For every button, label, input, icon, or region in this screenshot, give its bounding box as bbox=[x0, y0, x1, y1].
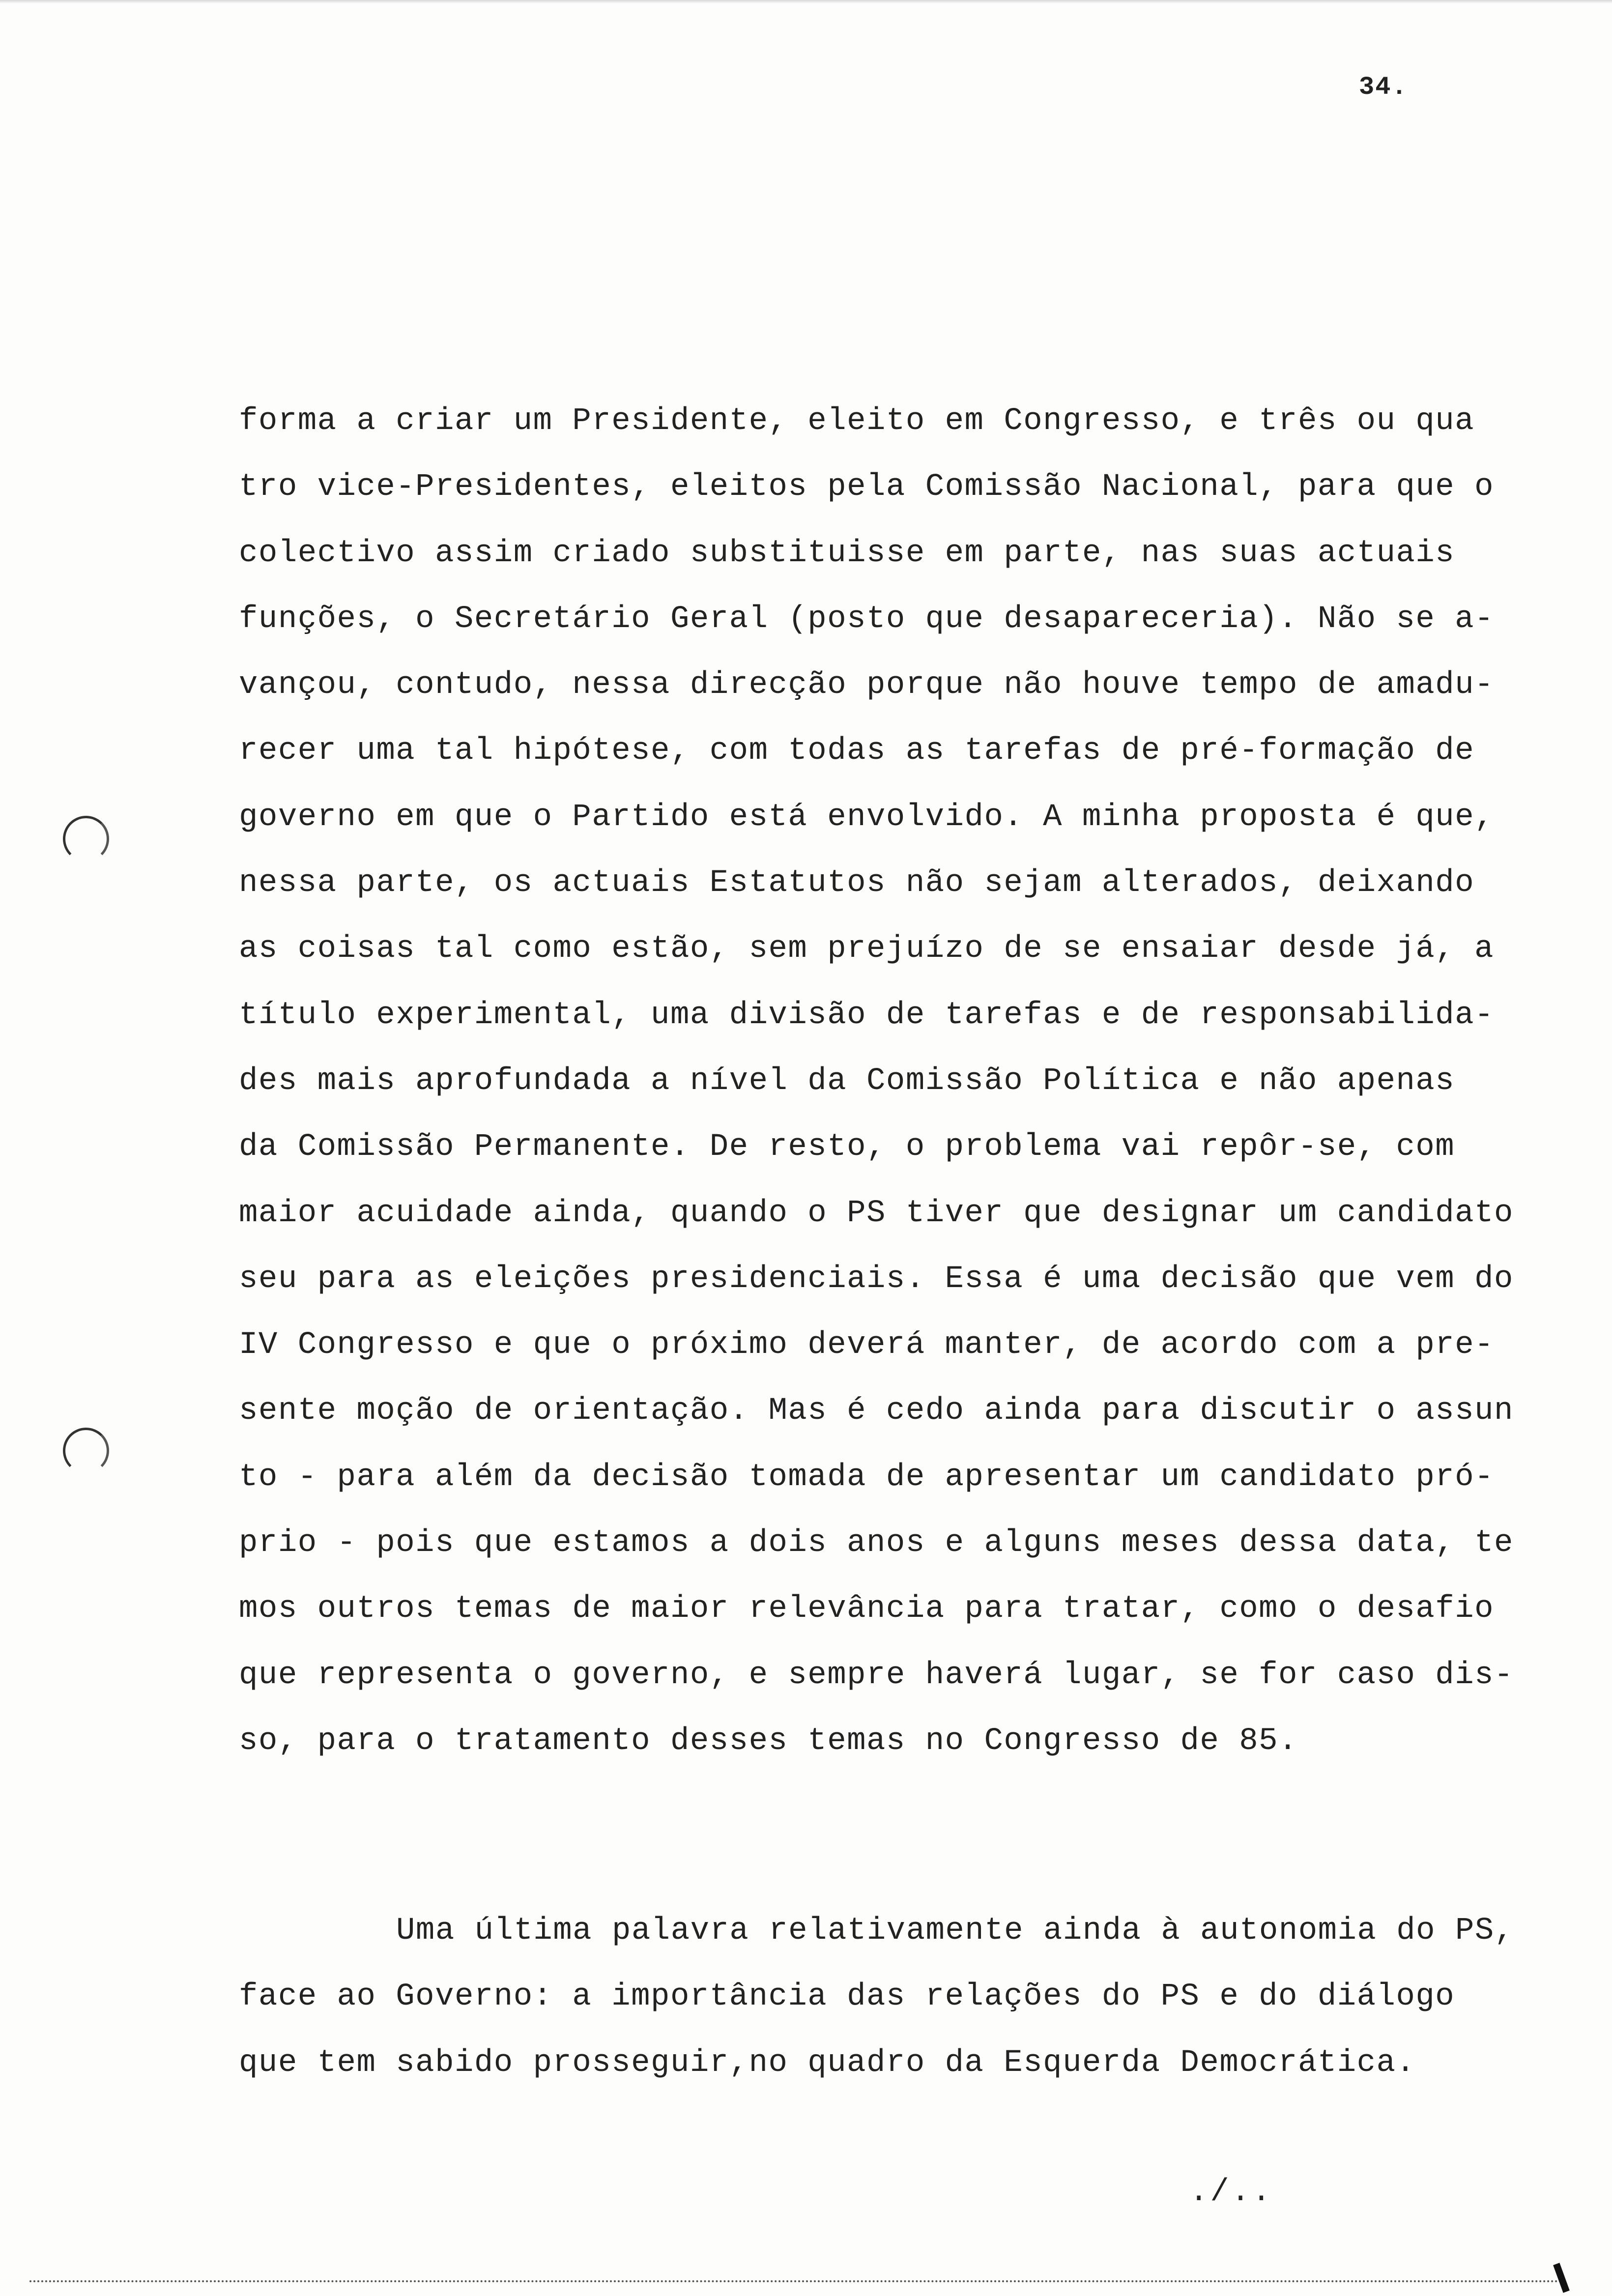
text-line: colectivo assim criado substituisse em parte, nas suas actuais bbox=[239, 535, 1455, 571]
text-line: so, para o tratamento desses temas no Congresso de 85. bbox=[239, 1723, 1298, 1759]
text-line: tro vice-Presidentes, eleitos pela Comissão Nacional, para que o bbox=[239, 469, 1494, 505]
text-line: seu para as eleições presidenciais. Essa é uma decisão que vem do bbox=[239, 1261, 1514, 1297]
text-line: sente moção de orientação. Mas é cedo ainda para discutir o assun bbox=[239, 1393, 1514, 1429]
text-line: funções, o Secretário Geral (posto que desapareceria). Não se a- bbox=[239, 601, 1494, 637]
text-line: governo em que o Partido está envolvido. A minha proposta é que, bbox=[239, 799, 1494, 835]
text-line: título experimental, uma divisão de tarefas e de responsabilida- bbox=[239, 997, 1494, 1033]
text-line: to - para além da decisão tomada de apresentar um candidato pró- bbox=[239, 1459, 1494, 1495]
text-line: recer uma tal hipótese, com todas as tarefas de pré-formação de bbox=[239, 733, 1475, 769]
text-line: nessa parte, os actuais Estatutos não sejam alterados, deixando bbox=[239, 865, 1475, 901]
text-line: que representa o governo, e sempre haverá lugar, se for caso dis- bbox=[239, 1657, 1514, 1693]
text-line: da Comissão Permanente. De resto, o problema vai repôr-se, com bbox=[239, 1129, 1455, 1165]
text-line: maior acuidade ainda, quando o PS tiver que designar um candidato bbox=[239, 1195, 1514, 1231]
text-line: que tem sabido prosseguir,no quadro da Esquerda Democrática. bbox=[239, 2045, 1416, 2081]
text-line: des mais aprofundada a nível da Comissão Política e não apenas bbox=[239, 1063, 1455, 1099]
page-number: 34. bbox=[1359, 73, 1408, 102]
text-line: mos outros temas de maior relevância para tratar, como o desafio bbox=[239, 1591, 1494, 1627]
text-line: IV Congresso e que o próximo deverá manter, de acordo com a pre- bbox=[239, 1327, 1494, 1363]
continuation-mark: ./.. bbox=[1189, 2175, 1273, 2210]
scan-top-edge bbox=[0, 0, 1612, 4]
text-line: vançou, contudo, nessa direcção porque não houve tempo de amadu- bbox=[239, 667, 1494, 703]
scan-bottom-edge bbox=[29, 2280, 1563, 2284]
text-line: Uma última palavra relativamente ainda à autonomia do PS, bbox=[396, 1913, 1514, 1949]
punch-hole-lower bbox=[63, 1428, 109, 1474]
text-line: prio - pois que estamos a dois anos e alguns meses dessa data, te bbox=[239, 1525, 1514, 1561]
text-line: forma a criar um Presidente, eleito em Congresso, e três ou qua bbox=[239, 403, 1475, 439]
paragraph-2 bbox=[239, 1898, 1517, 2096]
paragraph-1 bbox=[239, 388, 1517, 1774]
text-line: as coisas tal como estão, sem prejuízo de se ensaiar desde já, a bbox=[239, 931, 1494, 967]
punch-hole-upper bbox=[63, 816, 109, 862]
scan-corner-mark bbox=[1553, 2263, 1570, 2293]
text-line: face ao Governo: a importância das relações do PS e do diálogo bbox=[239, 1979, 1455, 2015]
